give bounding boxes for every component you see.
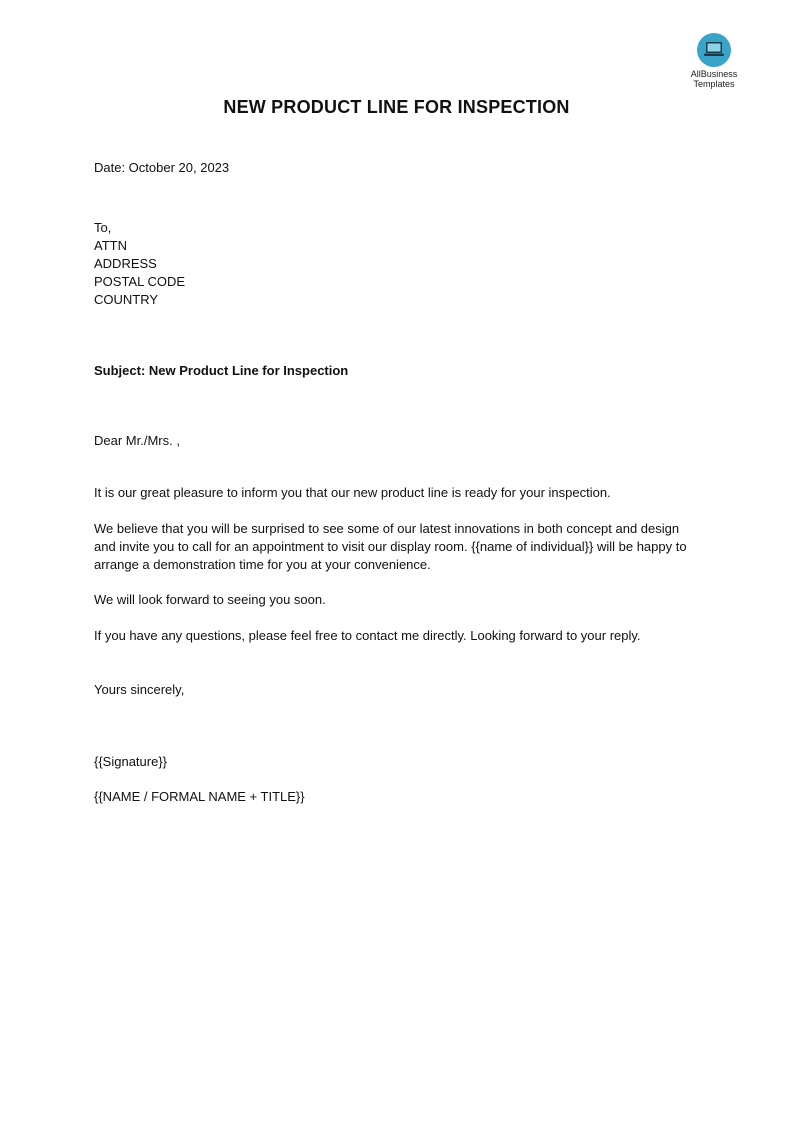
brand-name-line1: AllBusiness xyxy=(690,69,738,79)
address-to: To, xyxy=(94,220,112,235)
closing: Yours sincerely, xyxy=(94,682,185,697)
address-attn: ATTN xyxy=(94,238,127,253)
name-title-placeholder: {{NAME / FORMAL NAME + TITLE}} xyxy=(94,789,305,804)
body-paragraph-2: We believe that you will be surprised to see some of our latest innovations in both concept and design and invite you to call for an appointment to visit our display room. {{name of individual}} will be happy to arrange a demonstration time for you at your convenience. xyxy=(94,521,687,572)
brand-name-line2: Templates xyxy=(693,79,735,89)
salutation: Dear Mr./Mrs. , xyxy=(94,433,180,448)
body-paragraph-1: It is our great pleasure to inform you that our new product line is ready for your inspection. xyxy=(94,485,611,500)
subject-line: Subject: New Product Line for Inspection xyxy=(94,363,349,378)
brand-logo xyxy=(682,33,746,89)
signature-placeholder: {{Signature}} xyxy=(94,754,168,769)
date-line: Date: October 20, 2023 xyxy=(94,160,230,175)
address-country: COUNTRY xyxy=(94,292,159,307)
address-street: ADDRESS xyxy=(94,256,157,271)
body-paragraph-3: We will look forward to seeing you soon. xyxy=(94,592,326,607)
address-postal-code: POSTAL CODE xyxy=(94,274,186,289)
document-title: NEW PRODUCT LINE FOR INSPECTION xyxy=(223,97,570,117)
laptop-icon xyxy=(697,33,731,67)
body-paragraph-4: If you have any questions, please feel free to contact me directly. Looking forward to your reply. xyxy=(94,628,641,643)
